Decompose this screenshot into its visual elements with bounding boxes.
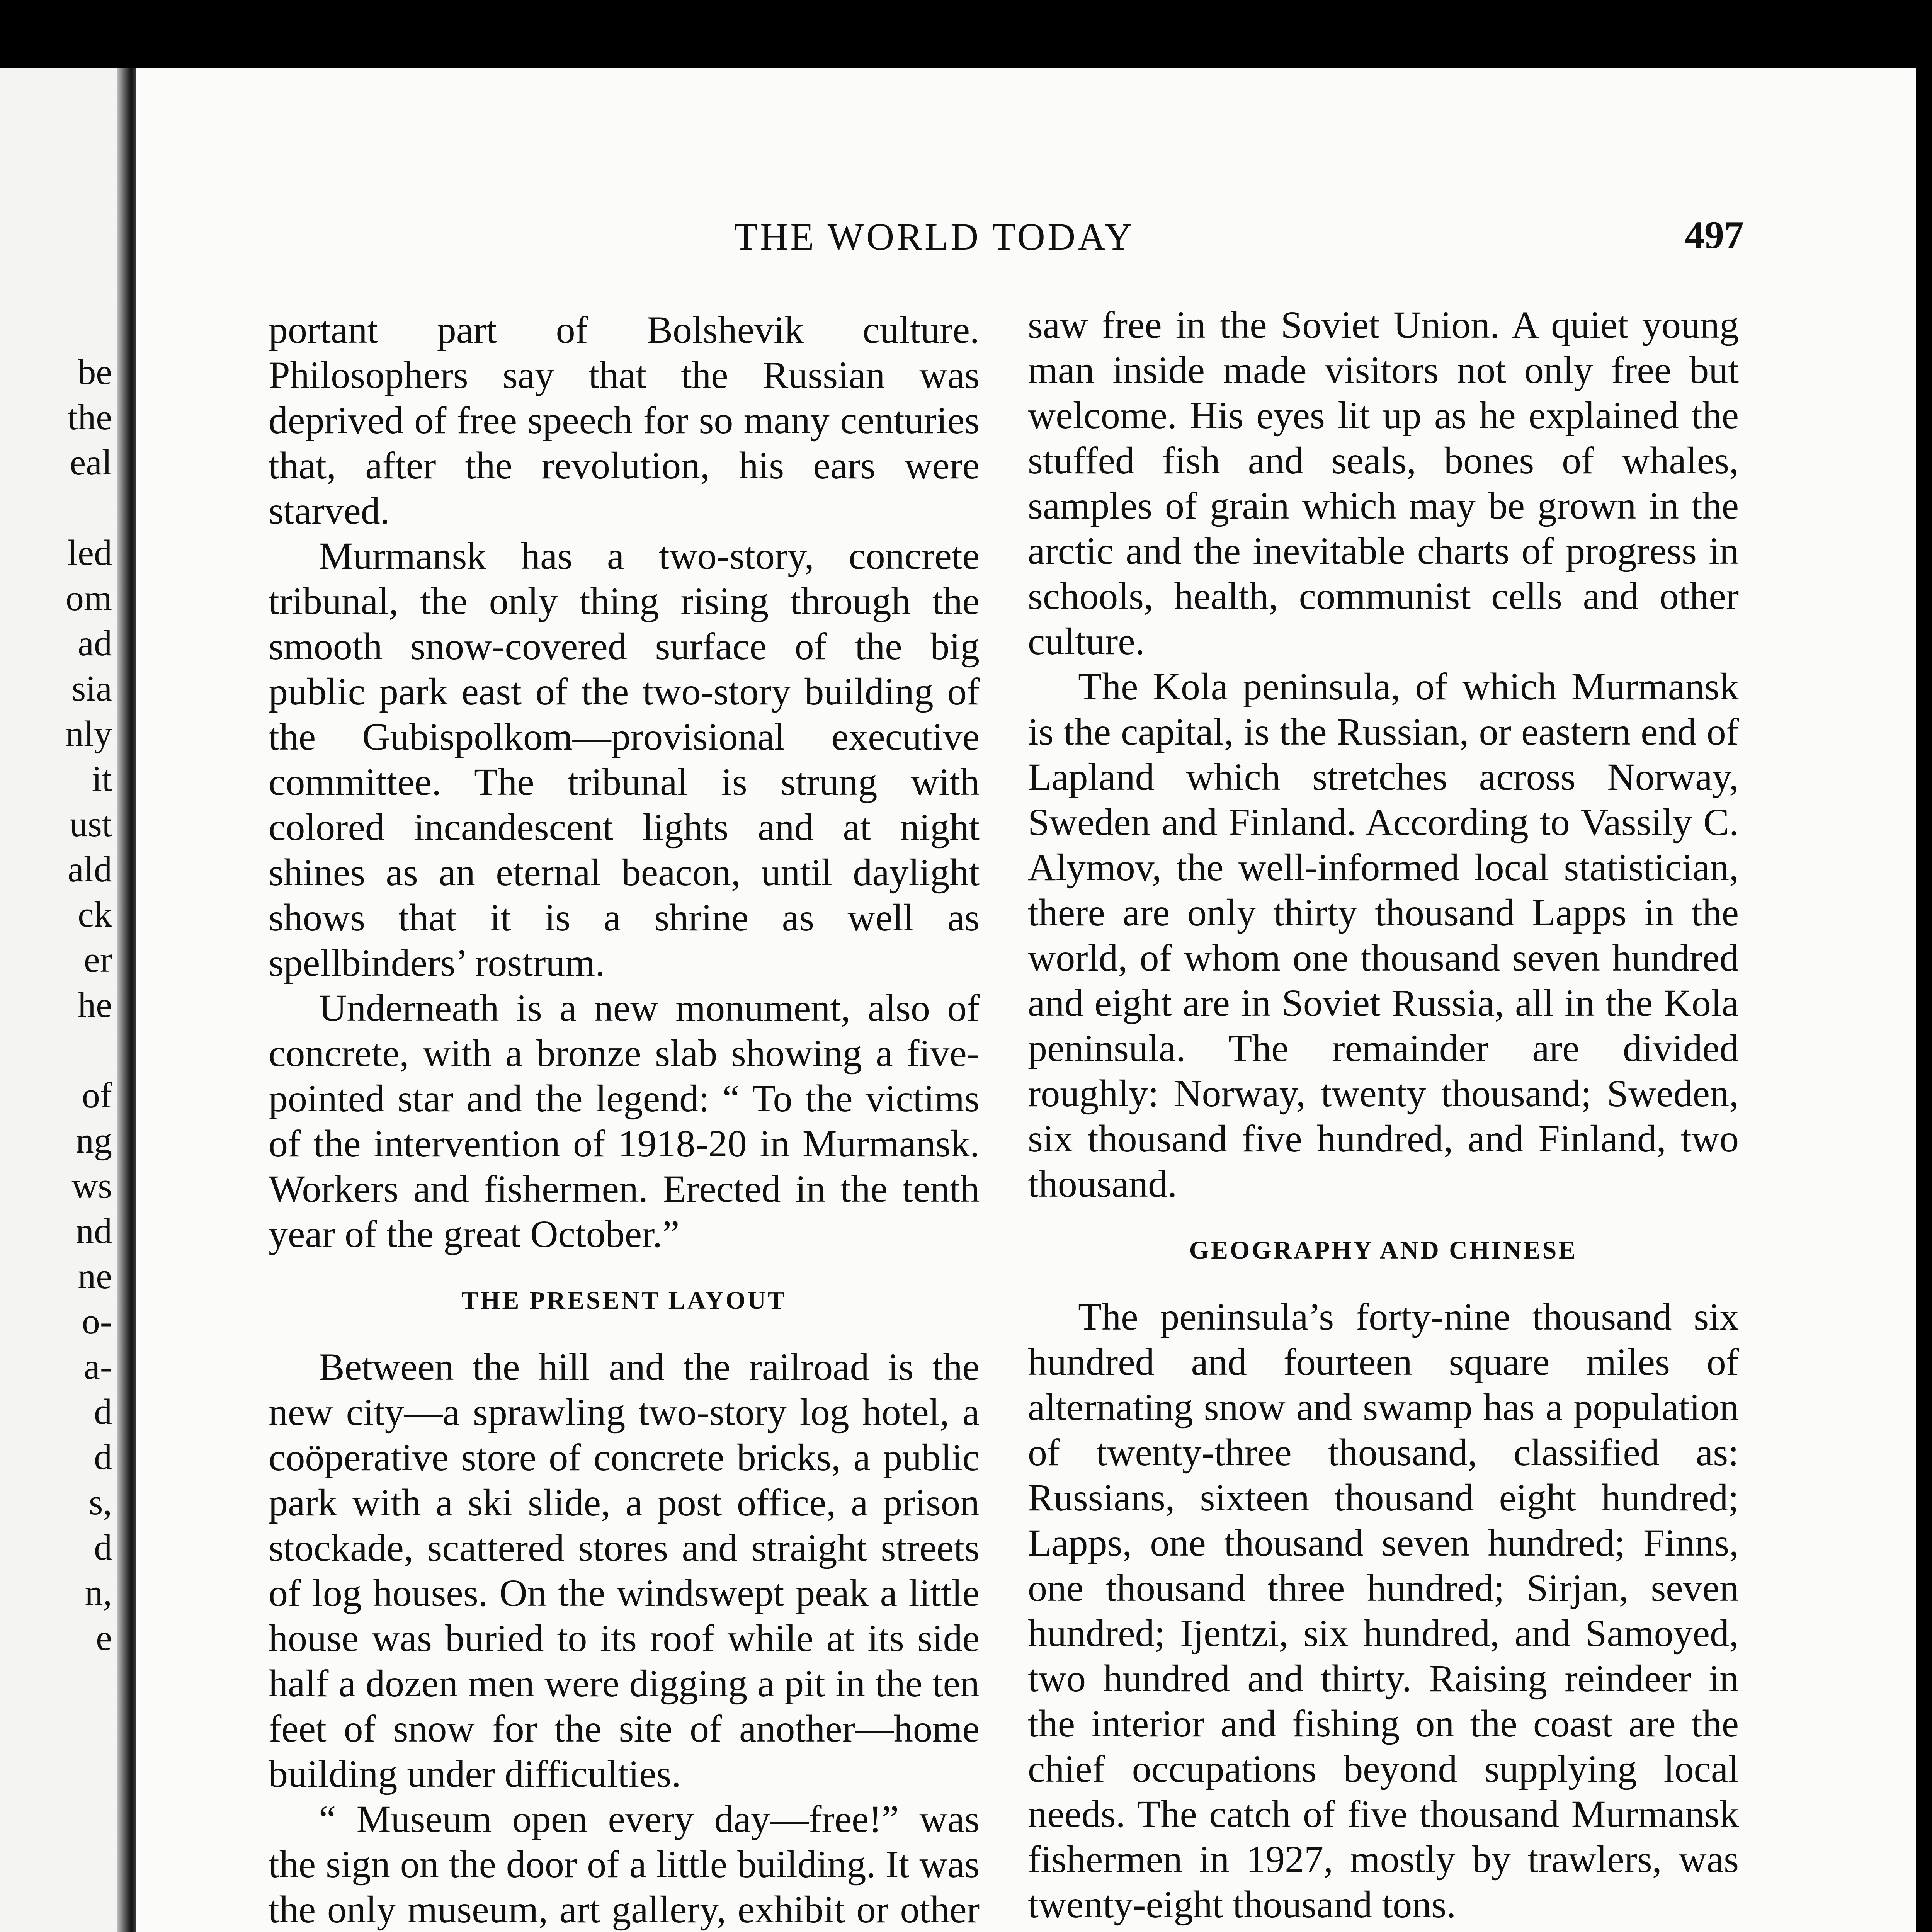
section-heading: GEOGRAPHY AND CHINESE <box>1189 1236 1578 1264</box>
paragraph: “ Museum open every day—free!” was the sign on the door of a little building. It was the only museum, art gallery, exhibit or other <box>269 1798 980 1931</box>
section-heading: THE PRESENT LAYOUT <box>461 1286 787 1315</box>
scan-border-top <box>0 0 1932 68</box>
page-number: 497 <box>1685 213 1744 257</box>
scan-border-right <box>1916 0 1932 1932</box>
paragraph: Murmansk has a two-story, concrete tribunal, the only thing rising through the smooth snow-covered surface of the big public park east of the two-story building of the Gubispolkom—provisional executive committee. The tribunal is strung with colored incandescent lights and at night shines as an eternal beacon, until daylight shows that it is a shrine as well as spellbinders’ rostrum. <box>269 534 980 984</box>
paragraph: The peninsula’s forty-nine thousand six hundred and fourteen square miles of alternating snow and swamp has a population of twenty-three thousand, classified as: Russians, sixteen thousand eight hundred; Lapps, one thousand seven hundred; Finns, one thousand three hundred; Sirjan, seven hundred; Ijentzi, six hundred, and Samoyed, two hundred and thirty. Raising reindeer in the interior and fishing on the coast are the chief occupations beyond supplying local needs. The catch of five thousand Murmansk fishermen in 1927, mostly by trawlers, was twenty-eight thousand tons. <box>1028 1295 1739 1926</box>
running-head: THE WORLD TODAY <box>734 215 1135 258</box>
paragraph: Underneath is a new monument, also of concrete, with a bronze slab showing a five-pointed star and the legend: “ To the victims of the intervention of 1918-20 in Murmansk. Workers and fishermen. Erected in the tenth year of the great October.” <box>269 986 980 1255</box>
paragraph: The Kola peninsula, of which Murmansk is the capital, is the Russian, or eastern end of Lapland which stretches across Norway, Sweden and Finland. According to Vassily C. Alymov, the well-informed local statistician, there are only thirty thousand Lapps in the world, of whom one thousand seven hundred and eight are in Soviet Russia, all in the Kola peninsula. The remainder are divided roughly: Norway, twenty thousand; Sweden, six thousand five hundred, and Finland, two thousand. <box>1028 665 1739 1205</box>
right-column <box>1028 302 1739 1927</box>
paragraph: Between the hill and the railroad is the new city—a sprawling two-story log hotel, a coöperative store of concrete bricks, a public park with a ski slide, a post office, a prison stockade, scattered stores and straight streets of log houses. On the windswept peak a little house was buried to its roof while at its side half a dozen men were digging a pit in the ten feet of snow for the site of another—home building under difficulties. <box>269 1345 980 1795</box>
facing-page-strip <box>0 68 130 1932</box>
facing-page-text-fragments: be the eal led om ad sia nly it ust ald ck er he of ng ws nd ne o- a- d d s, d n, e <box>65 352 112 1658</box>
left-column <box>269 307 980 1932</box>
paragraph: portant part of Bolshevik culture. Philosophers say that the Russian was deprived of free speech for so many centuries that, after the revolution, his ears were starved. <box>269 308 980 532</box>
paragraph: saw free in the Soviet Union. A quiet young man inside made visitors not only free but welcome. His eyes lit up as he explained the stuffed fish and seals, bones of whales, samples of grain which may be grown in the arctic and the inevitable charts of progress in schools, health, communist cells and other culture. <box>1028 303 1739 663</box>
